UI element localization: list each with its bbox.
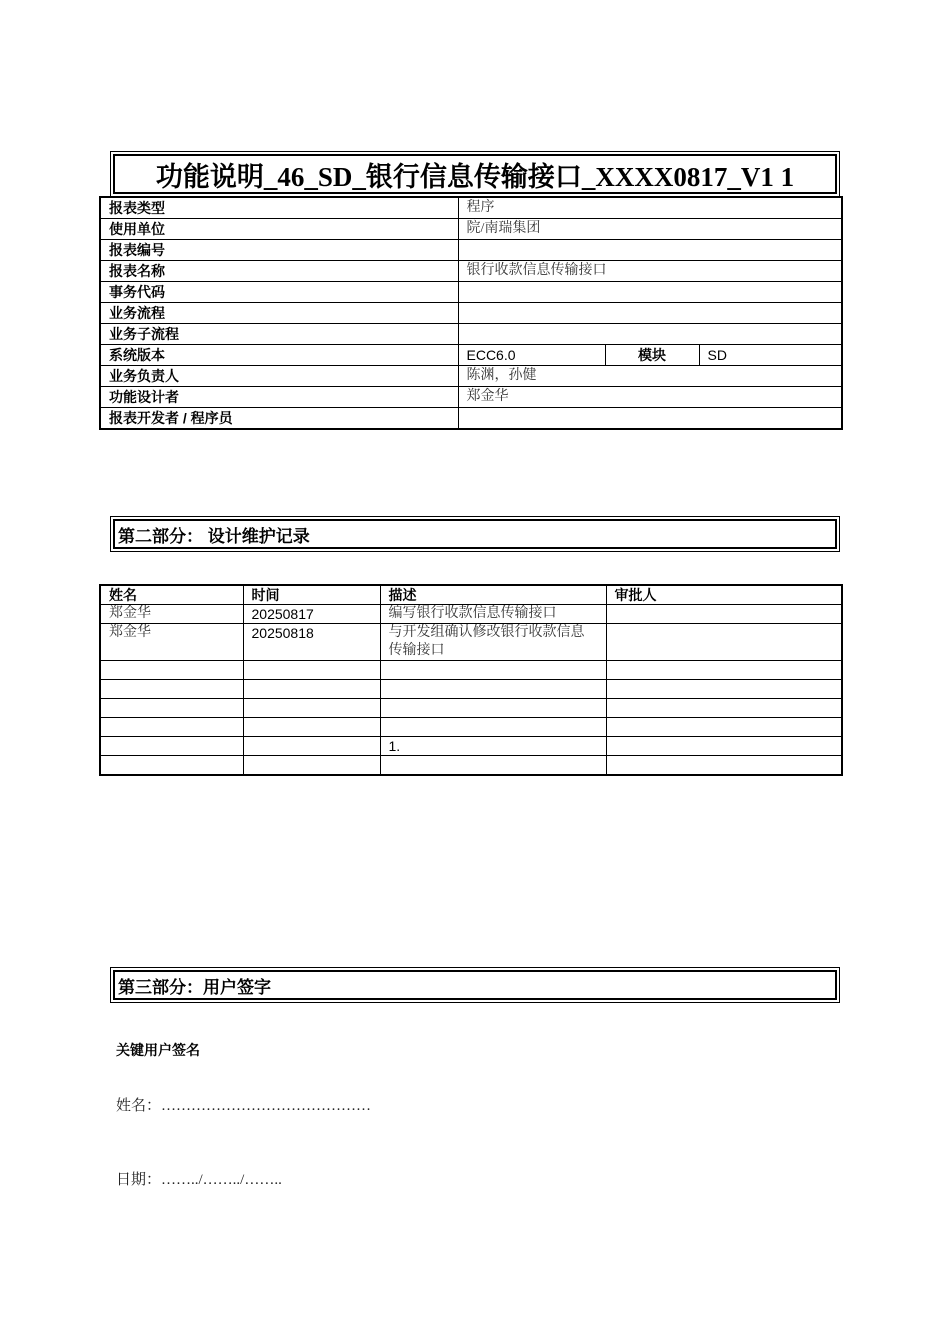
- info-label: 业务负责人: [100, 366, 458, 387]
- signature-date-label: 日期：: [116, 1172, 162, 1188]
- info-value: [458, 282, 842, 303]
- cell-name: [100, 699, 243, 718]
- cell-approver: [606, 605, 842, 624]
- table-row: [100, 680, 842, 699]
- cell-description: 与开发组确认修改银行收款信息传输接口: [380, 624, 606, 661]
- cell-description: [380, 680, 606, 699]
- signature-date-line: [116, 1168, 282, 1189]
- table-row: [100, 699, 842, 718]
- section-heading-signature: 第三部分：用户签字: [113, 970, 837, 1000]
- column-header-description: 描述: [380, 585, 606, 605]
- table-header-row: [100, 585, 842, 605]
- info-value: 郑金华: [458, 387, 842, 408]
- signature-name-blank: ……………………………………: [161, 1098, 372, 1114]
- info-row: [100, 366, 842, 387]
- info-value: 院/南瑞集团: [458, 219, 842, 240]
- info-value: 银行收款信息传输接口: [458, 261, 842, 282]
- version-value: ECC6.0: [458, 345, 605, 366]
- cell-date: 20250818: [243, 624, 380, 661]
- cell-name: [100, 718, 243, 737]
- cell-name: 郑金华: [100, 605, 243, 624]
- cell-date: [243, 680, 380, 699]
- info-row-version: [100, 345, 842, 366]
- info-value: [458, 240, 842, 261]
- info-label: 报表名称: [100, 261, 458, 282]
- cell-date: [243, 737, 380, 756]
- cell-description: [380, 756, 606, 776]
- cell-date: [243, 699, 380, 718]
- cell-approver: [606, 699, 842, 718]
- info-label: 功能设计者: [100, 387, 458, 408]
- table-row: [100, 624, 842, 661]
- table-row: [100, 661, 842, 680]
- column-header-approver: 审批人: [606, 585, 842, 605]
- info-label: 使用单位: [100, 219, 458, 240]
- info-label: 报表类型: [100, 197, 458, 219]
- info-value: [458, 303, 842, 324]
- maintenance-record-table: [99, 584, 843, 776]
- table-row: [100, 605, 842, 624]
- info-row: [100, 324, 842, 345]
- cell-description: [380, 699, 606, 718]
- info-row: [100, 387, 842, 408]
- cell-description: 1.: [380, 737, 606, 756]
- info-row: [100, 282, 842, 303]
- info-value: [458, 324, 842, 345]
- table-row: [100, 756, 842, 776]
- module-value: SD: [699, 345, 842, 366]
- cell-date: 20250817: [243, 605, 380, 624]
- cell-approver: [606, 680, 842, 699]
- info-row: [100, 240, 842, 261]
- signature-date-blank: ……../……../……..: [161, 1172, 282, 1188]
- table-row: [100, 737, 842, 756]
- table-row: [100, 718, 842, 737]
- info-row: [100, 197, 842, 219]
- report-info-table: [99, 196, 843, 430]
- cell-approver: [606, 718, 842, 737]
- module-label: 模块: [605, 345, 699, 366]
- cell-approver: [606, 624, 842, 661]
- info-row: [100, 408, 842, 430]
- info-label: 报表开发者 / 程序员: [100, 408, 458, 430]
- info-value: 程序: [458, 197, 842, 219]
- info-value: [458, 408, 842, 430]
- cell-name: 郑金华: [100, 624, 243, 661]
- info-label: 事务代码: [100, 282, 458, 303]
- cell-name: [100, 737, 243, 756]
- cell-approver: [606, 737, 842, 756]
- cell-date: [243, 661, 380, 680]
- info-value: 陈渊，孙健: [458, 366, 842, 387]
- version-label: 系统版本: [100, 345, 458, 366]
- cell-approver: [606, 661, 842, 680]
- info-label: 报表编号: [100, 240, 458, 261]
- signature-name-label: 姓名：: [116, 1098, 162, 1114]
- cell-date: [243, 718, 380, 737]
- cell-description: [380, 661, 606, 680]
- cell-name: [100, 661, 243, 680]
- cell-date: [243, 756, 380, 776]
- document-title: 功能说明_46_SD_银行信息传输接口_XXXX0817_V1 1: [113, 154, 837, 194]
- cell-approver: [606, 756, 842, 776]
- cell-name: [100, 680, 243, 699]
- column-header-time: 时间: [243, 585, 380, 605]
- column-header-name: 姓名: [100, 585, 243, 605]
- info-label: 业务子流程: [100, 324, 458, 345]
- cell-description: [380, 718, 606, 737]
- key-user-signature-heading: 关键用户签名: [116, 1042, 200, 1058]
- info-row: [100, 261, 842, 282]
- cell-description: 编写银行收款信息传输接口: [380, 605, 606, 624]
- section-heading-maintenance: 第二部分： 设计维护记录: [113, 519, 837, 549]
- info-row: [100, 219, 842, 240]
- info-label: 业务流程: [100, 303, 458, 324]
- signature-name-line: [116, 1094, 371, 1115]
- info-row: [100, 303, 842, 324]
- cell-name: [100, 756, 243, 776]
